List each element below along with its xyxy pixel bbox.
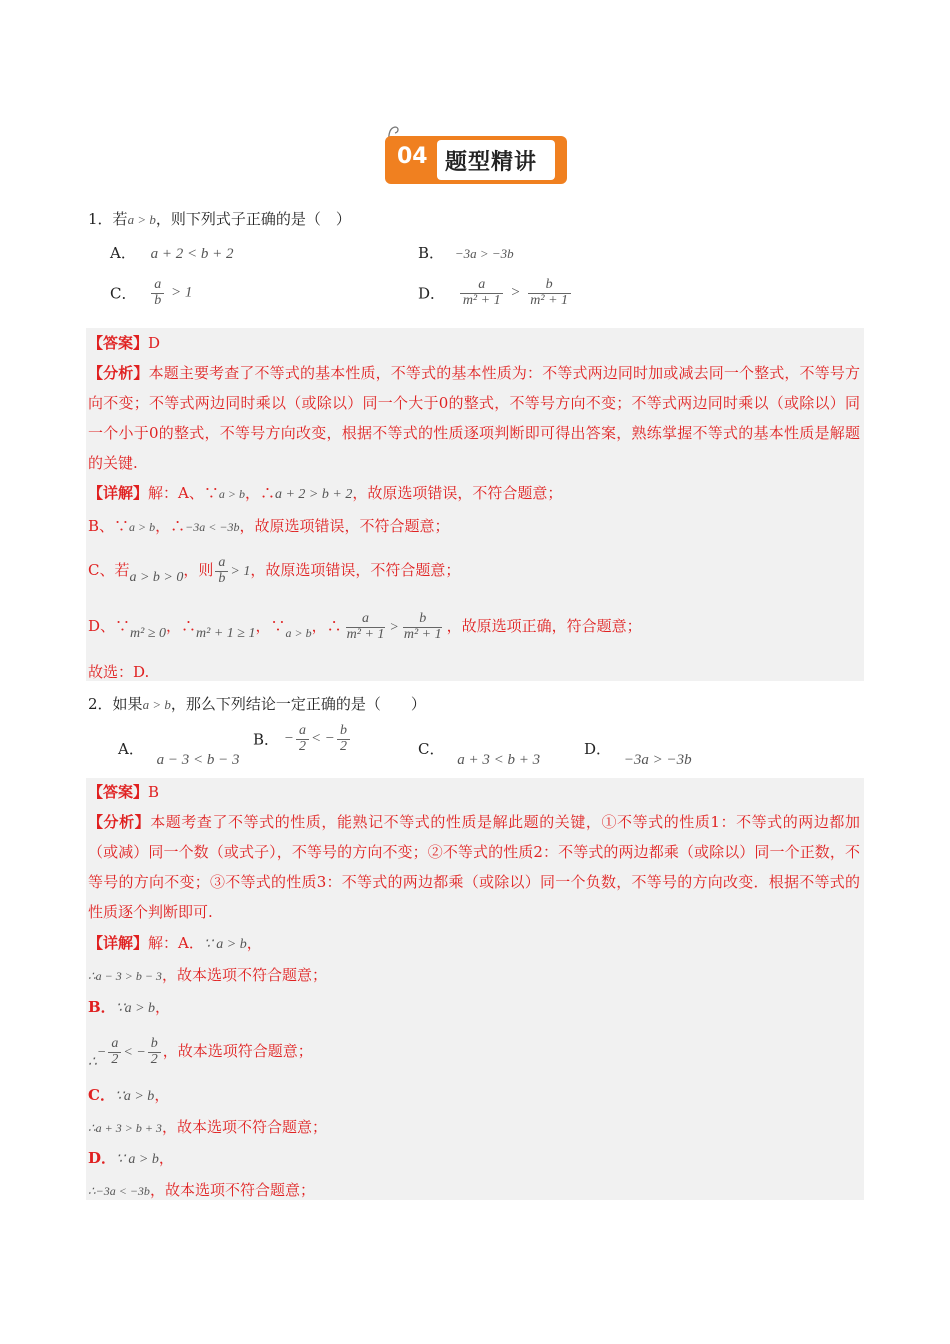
- q1-choose: 故选：D.: [88, 663, 150, 681]
- q2-option-b[interactable]: B． − $\frac{a}{2}$ < − $\frac{b}{2}$: [253, 724, 352, 754]
- q1-stem: 1．若a > b，则下列式子正确的是（ ）: [88, 210, 351, 228]
- q2-detail-a: 【详解】解：A．∵ a > b，: [88, 934, 262, 952]
- q2-analysis: 【分析】本题考查了不等式的性质，能熟记不等式的性质是解此题的关键，①不等式的性质1：不等式的两边都加（或减）同一个数（或式子），不等号的方向不变；②不等式的性质2：不等式的两边都乘（或除以）同一个正数，不等号的方向不变；③不等式的性质3：不等式的两边都乘（或除以）同一个负数，不等号的方向改变．根据不等式的性质逐个判断即可.: [88, 813, 860, 921]
- q2-detail-c2: ∴a + 3 > b + 3，故本选项不符合题意；: [88, 1118, 327, 1136]
- q2-detail-d: D．∵ a > b，: [88, 1149, 174, 1167]
- section-banner: [385, 124, 570, 188]
- q2-option-c[interactable]: C． a + 3 < b + 3: [418, 740, 541, 768]
- q1-option-c[interactable]: C． $\frac{a}{b}$ > 1: [110, 277, 193, 308]
- q2-stem: 2．如果a > b，那么下列结论一定正确的是（ ）: [88, 695, 426, 713]
- banner-number: 04: [397, 144, 428, 169]
- q1-detail-c: C、若a > b > 0，则 $\frac{a}{b}$ > 1，故原选项错误，不符合题意；: [88, 554, 461, 586]
- q2-answer: 【答案】B: [88, 783, 160, 801]
- q1-detail-a: 【详解】解：A、∵a > b，∴a + 2 > b + 2，故原选项错误，不符合题意；: [88, 484, 563, 502]
- q2-detail-a2: ∴a − 3 > b − 3，故本选项不符合题意；: [88, 966, 327, 984]
- q1-answer: 【答案】D: [88, 334, 161, 352]
- q2-option-a[interactable]: A． a − 3 < b − 3: [118, 740, 240, 768]
- q2-detail-b2: ∴− $\frac{a}{2}$ < − $\frac{b}{2}$ ，故本选项符合题意；: [88, 1035, 313, 1070]
- q2-detail-c: C．∵a > b，: [88, 1086, 170, 1104]
- q1-option-b[interactable]: B． −3a > −3b: [418, 244, 514, 262]
- q2-detail-d2: ∴−3a < −3b，故本选项不符合题意；: [88, 1181, 315, 1199]
- q1-analysis: 【分析】本题主要考查了不等式的基本性质，不等式的基本性质为：不等式两边同时加或减去同一个整式，不等号方向不变；不等式两边同时乘以（或除以）同一个大于0的整式，不等号方向不变；不等式两边同时乘以（或除以）同一个小于0的整式，不等号方向改变，根据不等式的性质逐项判断即可得出答案，熟练掌握不等式的基本性质是解题的关键.: [88, 364, 860, 472]
- q2-detail-b: B．∵a > b，: [88, 998, 171, 1016]
- banner-title: 题型精讲: [445, 150, 538, 175]
- q1-detail-b: B、∵a > b，∴−3a < −3b，故原选项错误，不符合题意；: [88, 517, 450, 535]
- q1-option-a[interactable]: A． a + 2 < b + 2: [110, 244, 234, 262]
- q1-detail-d: D、∵m² ≥ 0，∴m² + 1 ≥ 1，$\because_{a > b}$，∴ $\frac{a}{\text{m² + 1}}$ > $\frac{b}{\text{m² + 1}}$ ，故原选项正确，符合题意；: [88, 610, 642, 642]
- q1-option-d[interactable]: D． $\frac{a}{\text{m² + 1}}$ > $\frac{b}{\text{m² + 1}}$: [418, 278, 573, 308]
- q2-option-d[interactable]: D． −3a > −3b: [584, 740, 692, 768]
